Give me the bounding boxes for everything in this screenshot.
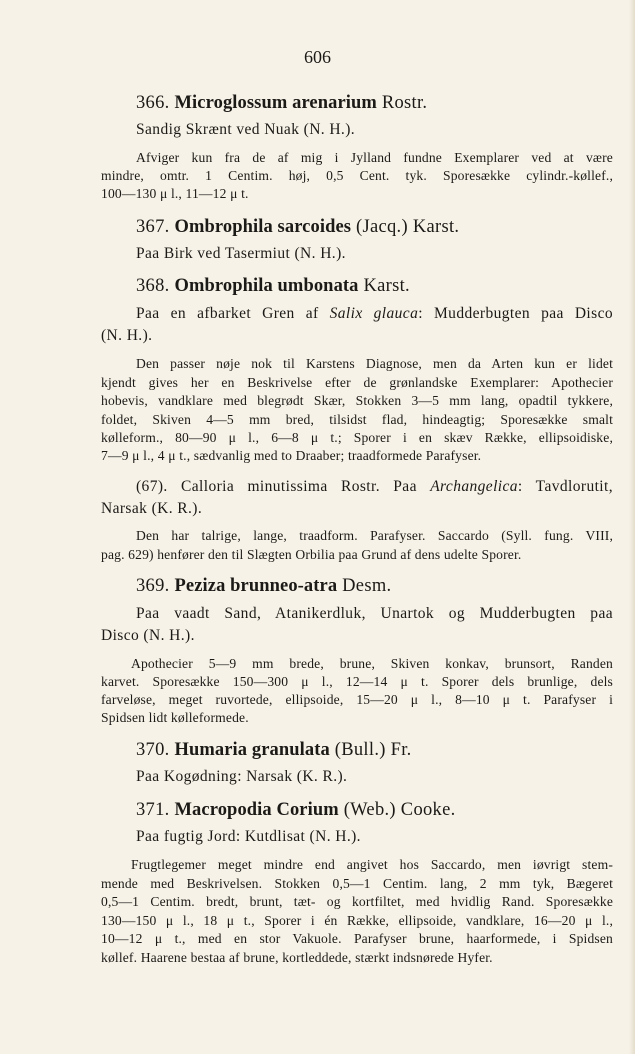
entry-371-heading: 371. Macropodia Corium (Web.) Cooke. [136,800,456,820]
entry-369-text-line: Apothecier 5—9 mm brede, brune, Skiven konkav, brunsort, Randen [131,656,613,671]
entry-368-text-line: foldet, Skiven 4—5 mm bred, tilsidst flad, hindeagtig; Sporesække smalt [101,412,613,427]
entry-371-text-line: køllef. Haarene bestaa af brune, kortleddede, stærkt indsnørede Hyfer. [101,950,493,965]
entry-369-text-line: farveløse, meget ruvortede, ellipsoide, 15—20 μ l., 8—10 μ t. Parafyser i [101,692,613,707]
entry-371-text-line: 10—12 μ t., med en stor Vakuole. Parafyser brune, haarformede, i Spidsen [101,931,613,946]
entry-67-text-line: Den har talrige, lange, traadform. Parafyser. Saccardo (Syll. fung. VIII, [136,528,613,543]
entry-369-text-line: karvet. Sporesække 150—300 μ l., 12—14 μ t. Sporer dels brunlige, dels [101,674,613,689]
entry-367-locality: Paa Birk ved Tasermiut (N. H.). [136,245,346,262]
entry-371-text-line: Frugtlegemer meget mindre end angivet hos Saccardo, men iøvrigt stem- [131,857,613,872]
entry-367-heading: 367. Ombrophila sarcoides (Jacq.) Karst. [136,217,460,237]
entry-368-locality: Paa en afbarket Gren af Salix glauca: Mudderbugten paa Disco [136,305,613,322]
page-edge-shadow [629,0,635,1054]
entry-67-locality: (67). Calloria minutissima Rostr. Paa Archangelica: Tavdlorutit, [136,478,613,495]
entry-366-heading: 366. Microglossum arenarium Rostr. [136,93,428,113]
entry-368-text-line: kølleform., 80—90 μ l., 6—8 μ t.; Sporer i en skæv Række, ellipsoidiske, [101,430,613,445]
entry-369-locality: Disco (N. H.). [101,627,195,644]
entry-368-locality: (N. H.). [101,327,153,344]
entry-366-locality: Sandig Skrænt ved Nuak (N. H.). [136,121,356,138]
entry-67-locality: Narsak (K. R.). [101,500,203,517]
entry-369-text-line: Spidsen lidt kølleformede. [101,710,249,725]
entry-368-heading: 368. Ombrophila umbonata Karst. [136,276,410,296]
entry-368-text-line: 7—9 μ l., 4 μ t., sædvanlig med to Draaber; traadformede Parafyser. [101,448,482,463]
entry-371-text-line: 130—150 μ l., 18 μ t., Sporer i én Række, ellipsoide, vandklare, 16—20 μ l., [101,913,613,928]
entry-369-locality: Paa vaadt Sand, Atanikerdluk, Unartok og Mudderbugten paa [136,605,613,622]
entry-366-text-line: 100—130 μ l., 11—12 μ t. [101,186,249,201]
entry-370-locality: Paa Kogødning: Narsak (K. R.). [136,768,348,785]
entry-371-locality: Paa fugtig Jord: Kutdlisat (N. H.). [136,828,361,845]
entry-371-text-line: 0,5—1 Centim. bredt, brunt, tæt- og kortfiltet, med hvidlig Rand. Sporesække [101,894,613,909]
page-number: 606 [304,47,331,67]
entry-368-text-line: Den passer nøje nok til Karstens Diagnose, men da Arten kun er lidet [136,356,613,371]
entry-366-text-line: Afviger kun fra de af mig i Jylland fundne Exemplarer ved at være [136,150,613,165]
entry-370-heading: 370. Humaria granulata (Bull.) Fr. [136,740,412,760]
entry-369-heading: 369. Peziza brunneo-atra Desm. [136,576,392,596]
entry-67-text-line: pag. 629) henfører den til Slægten Orbilia paa Grund af dens udelte Sporer. [101,547,522,562]
entry-368-text-line: hobevis, vandklare med blegrødt Skær, Stokken 3—5 mm lang, opadtil tykkere, [101,393,613,408]
entry-366-text-line: mindre, omtr. 1 Centim. høj, 0,5 Cent. tyk. Sporesække cylindr.-køllef., [101,168,613,183]
entry-368-text-line: kjendt gives her en Beskrivelse efter de grønlandske Exemplarer: Apothecier [101,375,613,390]
entry-371-text-line: mende med Beskrivelsen. Stokken 0,5—1 Centim. lang, 2 mm tyk, Bægeret [101,876,613,891]
